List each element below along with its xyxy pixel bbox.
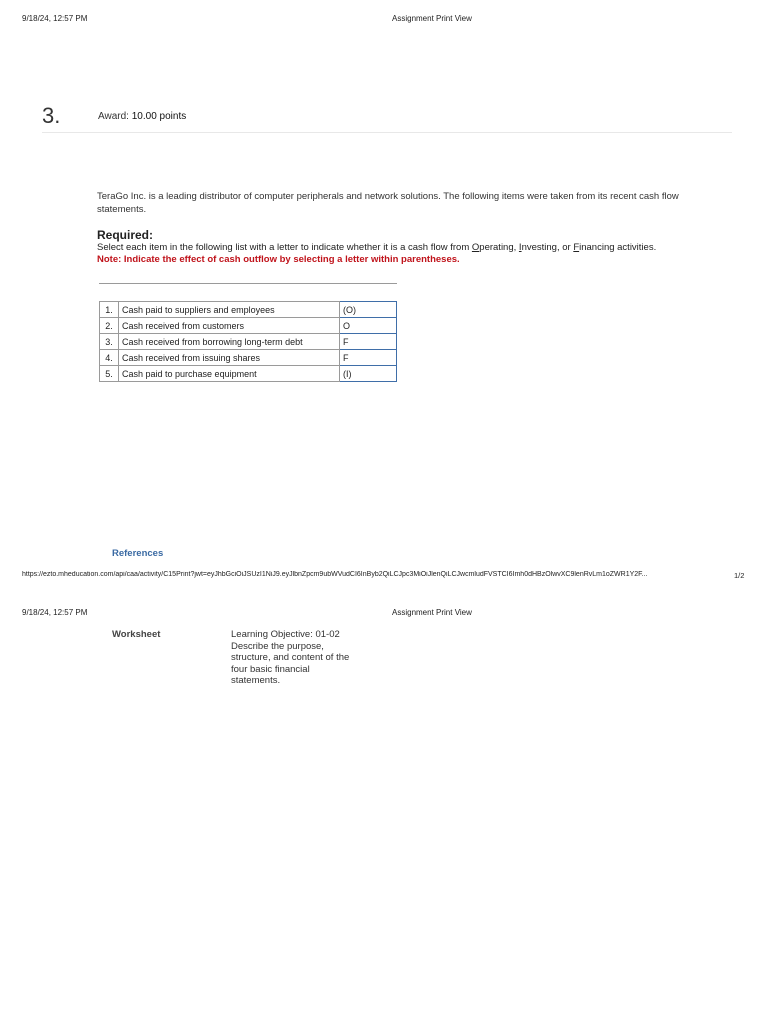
print-title-2: Assignment Print View	[392, 608, 472, 617]
footer-url: https://ezto.mheducation.com/api/caa/activity/C15Print?jwt=eyJhbGciOiJSUzI1NiJ9.eyJlbnZpcm9ubWVudCI6InByb2QiLCJpc3MiOiJlenQiLCJwcmludFVSTCI6Imh0dHBzOlwvXC9lenRvLm1oZWR1Y2F...	[22, 571, 648, 578]
answer-field[interactable]: O	[340, 318, 397, 334]
operating-letter: O	[471, 242, 480, 253]
required-instruction	[97, 242, 656, 253]
print-title: Assignment Print View	[392, 14, 472, 23]
note-text: Note: Indicate the effect of cash outflow by selecting a letter within parentheses.	[97, 254, 460, 265]
table-row	[100, 366, 397, 382]
learning-objective: Learning Objective: 01-02 Describe the purpose, structure, and content of the four basic financial statements.	[231, 629, 350, 686]
investing-rest: nvesting, or	[521, 242, 574, 253]
award-value: 10.00 points	[131, 111, 187, 122]
table-row	[100, 302, 397, 318]
table-row	[100, 350, 397, 366]
row-number: 2.	[100, 318, 119, 334]
answer-field[interactable]: F	[340, 334, 397, 350]
table-row	[100, 318, 397, 334]
references-link[interactable]: References	[112, 548, 164, 559]
table-header-rule	[99, 283, 397, 302]
row-number: 5.	[100, 366, 119, 382]
print-datetime-2: 9/18/24, 12:57 PM	[22, 608, 88, 617]
operating-rest: perating,	[479, 242, 519, 253]
answer-field[interactable]: F	[340, 350, 397, 366]
award-label: Award:	[98, 111, 129, 122]
row-item: Cash received from borrowing long-term debt	[119, 334, 340, 350]
worksheet-label: Worksheet	[112, 629, 161, 640]
instruction-text: Select each item in the following list with a letter to indicate whether it is a cash flow from	[97, 242, 472, 253]
award-line	[98, 111, 186, 122]
cash-flow-table	[99, 301, 397, 382]
question-number: 3.	[42, 103, 61, 128]
required-heading: Required:	[97, 228, 154, 242]
row-item: Cash received from issuing shares	[119, 350, 340, 366]
row-item: Cash paid to purchase equipment	[119, 366, 340, 382]
table-row	[100, 334, 397, 350]
print-datetime: 9/18/24, 12:57 PM	[22, 14, 88, 23]
investing-letter: I	[518, 242, 522, 253]
question-intro: TeraGo Inc. is a leading distributor of computer peripherals and network solutions. The following items were taken from its recent cash flow statements.	[97, 191, 679, 215]
financing-letter: F	[573, 242, 580, 253]
row-item: Cash paid to suppliers and employees	[119, 302, 340, 318]
row-number: 1.	[100, 302, 119, 318]
answer-field[interactable]: (O)	[340, 302, 397, 318]
row-item: Cash received from customers	[119, 318, 340, 334]
row-number: 3.	[100, 334, 119, 350]
question-divider	[42, 132, 732, 133]
row-number: 4.	[100, 350, 119, 366]
financing-rest: inancing activities.	[579, 242, 657, 253]
footer-page-number: 1/2	[734, 571, 745, 580]
answer-field[interactable]: (I)	[340, 366, 397, 382]
